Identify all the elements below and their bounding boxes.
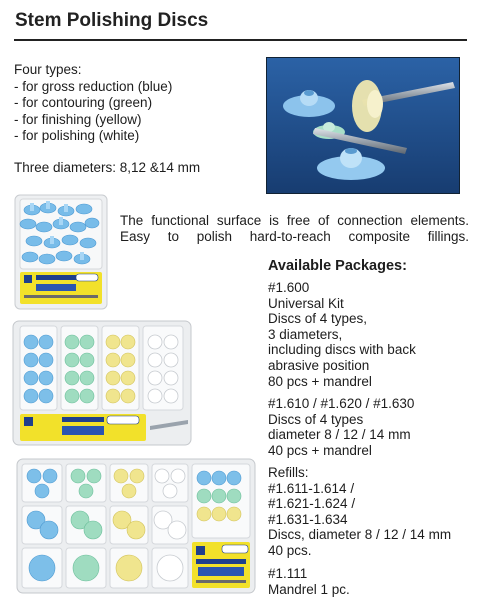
package-line: 40 pcs + mandrel: [268, 442, 372, 458]
package-line: diameter 8 / 12 / 14 mm: [268, 427, 411, 443]
type-green: - for contouring (green): [14, 95, 153, 110]
package-line: #1.611-1.614 /: [268, 480, 355, 496]
four-type-box-illustration: [12, 320, 192, 446]
diameters-text: Three diameters: 8,12 &14 mm: [14, 160, 201, 175]
description-line-2: Easy to polish hard-to-reach composite fillings.: [120, 229, 469, 244]
types-intro: Four types:: [14, 62, 82, 77]
package-line: #1.600: [268, 280, 310, 295]
package-line: Discs, diameter 8 / 12 / 14 mm: [268, 527, 452, 543]
package-line: 3 diameters,: [268, 326, 343, 342]
type-white: - for polishing (white): [14, 128, 140, 143]
package-mandrel: [268, 566, 350, 597]
single-type-box-image: [14, 194, 108, 310]
blue-discs-box-illustration: [14, 194, 108, 310]
functional-description: [120, 213, 469, 245]
four-type-kit-image: [12, 320, 192, 446]
mandrel-discs-illustration: [267, 58, 460, 194]
package-line: #1.631-1.634: [268, 511, 348, 527]
packages-heading: Available Packages:: [268, 258, 407, 274]
package-line: abrasive position: [268, 357, 370, 373]
universal-kit-image: [16, 458, 256, 594]
package-four-types: [268, 396, 414, 458]
product-photo: [266, 57, 460, 194]
package-line: Mandrel 1 pc.: [268, 581, 350, 597]
package-line: Discs of 4 types,: [268, 311, 368, 327]
type-blue: - for gross reduction (blue): [14, 78, 173, 94]
package-refills: [268, 465, 451, 559]
type-yellow: - for finishing (yellow): [14, 111, 142, 127]
package-line: Discs of 4 types: [268, 411, 364, 427]
page-title: Stem Polishing Discs: [15, 10, 209, 31]
package-line: #1.111: [268, 566, 308, 581]
package-line: 40 pcs.: [268, 542, 312, 558]
package-line: #1.621-1.624 /: [268, 496, 356, 512]
package-line: #1.610 / #1.620 / #1.630: [268, 396, 415, 411]
universal-kit-illustration: [16, 458, 256, 594]
package-universal-kit: [268, 280, 416, 389]
title-divider: [14, 39, 467, 41]
description-line-1: The functional surface is free of connection elements.: [120, 213, 469, 228]
types-list: [14, 62, 172, 145]
package-line: 80 pcs + mandrel: [268, 373, 372, 389]
package-line: Universal Kit: [268, 295, 344, 311]
package-line: including discs with back: [268, 342, 416, 358]
package-line: Refills:: [268, 465, 309, 480]
